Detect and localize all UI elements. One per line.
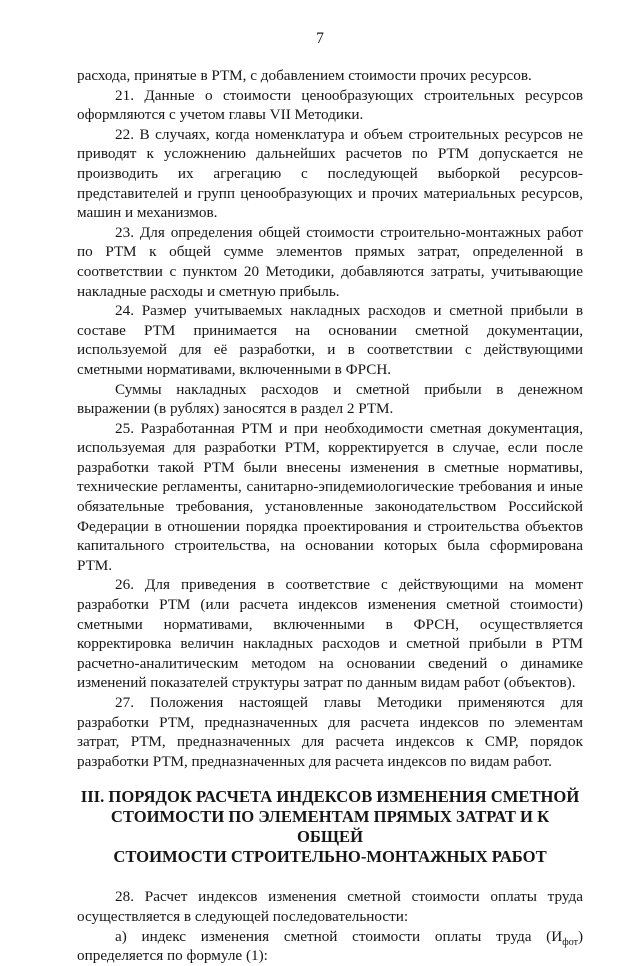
formula-intro-text: а) индекс изменения сметной стоимости оплаты труда ( [115, 927, 552, 945]
paragraph-formula-intro [77, 927, 583, 966]
page-number: 7 [316, 30, 324, 47]
document-body [77, 66, 583, 966]
paragraph-24: 24. Размер учитываемых накладных расходов и сметной прибыли в составе РТМ принимается на основании сметной документации, используемой для её разработки, и в соответствии с действующими сметными нормативами, включенными в ФРСН. [77, 302, 583, 378]
section-heading-line-1: III. ПОРЯДОК РАСЧЕТА ИНДЕКСОВ ИЗМЕНЕНИЯ СМЕТНОЙ [80, 787, 580, 807]
formula-symbol: И [551, 927, 563, 945]
paragraph-21: 21. Данные о стоимости ценообразующих строительных ресурсов оформляются с учетом главы VII Методики. [77, 86, 583, 124]
section-heading [77, 787, 583, 867]
section-heading-line-2: СТОИМОСТИ ПО ЭЛЕМЕНТАМ ПРЯМЫХ ЗАТРАТ И К ОБЩЕЙ [110, 807, 550, 847]
paragraph-22: 22. В случаях, когда номенклатура и объем строительных ресурсов не приводят к усложнению дальнейших расчетов по РТМ допускается не производить их агрегацию с последующей выборкой ресурсов-представителей и групп ценообразующих и прочих материальных ресурсов, машин и механизмов. [77, 125, 583, 222]
formula-subscript: фот [562, 936, 578, 948]
paragraph-25: 25. Разработанная РТМ и при необходимости сметная документация, используемая для разработки РТМ, корректируется в случае, если после разработки такой РТМ были внесены изменения в сметные нормативы, технические регламенты, санитарно-эпидемиологические требования и иные обязательные требования, установленные законодательством Российской Федерации в отношении порядка проектирования и строительства объектов капитального строительства, на основании которых была сформирована РТМ. [77, 419, 583, 574]
formula-intro-tail: ) определяется по формуле (1): [77, 927, 583, 965]
paragraph-continuation: расхода, принятые в РТМ, с добавлением стоимости прочих ресурсов. [77, 67, 532, 84]
section-heading-line-3: СТОИМОСТИ СТРОИТЕЛЬНО-МОНТАЖНЫХ РАБОТ [113, 847, 547, 867]
paragraph-24-sums: Суммы накладных расходов и сметной прибыли в денежном выражении (в рублях) заносятся в раздел 2 РТМ. [77, 380, 583, 418]
paragraph-26: 26. Для приведения в соответствие с действующими на момент разработки РТМ (или расчета индексов изменения сметной стоимости) сметными нормативами, включенными в ФРСН, осуществляется корректировка величин накладных расходов и сметной прибыли в РТМ расчетно-аналитическим методом на основании сведений о динамике изменений показателей структуры затрат по данным видам работ (объектов). [77, 576, 583, 692]
paragraph-27: 27. Положения настоящей главы Методики применяются для разработки РТМ, предназначенных для расчета индексов по элементам затрат, РТМ, предназначенных для расчета индексов к СМР, порядок разработки РТМ, предназначенных для расчета индексов по видам работ. [77, 694, 583, 770]
paragraph-28: 28. Расчет индексов изменения сметной стоимости оплаты труда осуществляется в следующей последовательности: [77, 888, 583, 925]
paragraph-23: 23. Для определения общей стоимости строительно-монтажных работ по РТМ к общей сумме элементов прямых затрат, определенной в соответствии с пунктом 20 Методики, добавляются затраты, учитывающие накладные расходы и сметную прибыль. [77, 223, 583, 300]
